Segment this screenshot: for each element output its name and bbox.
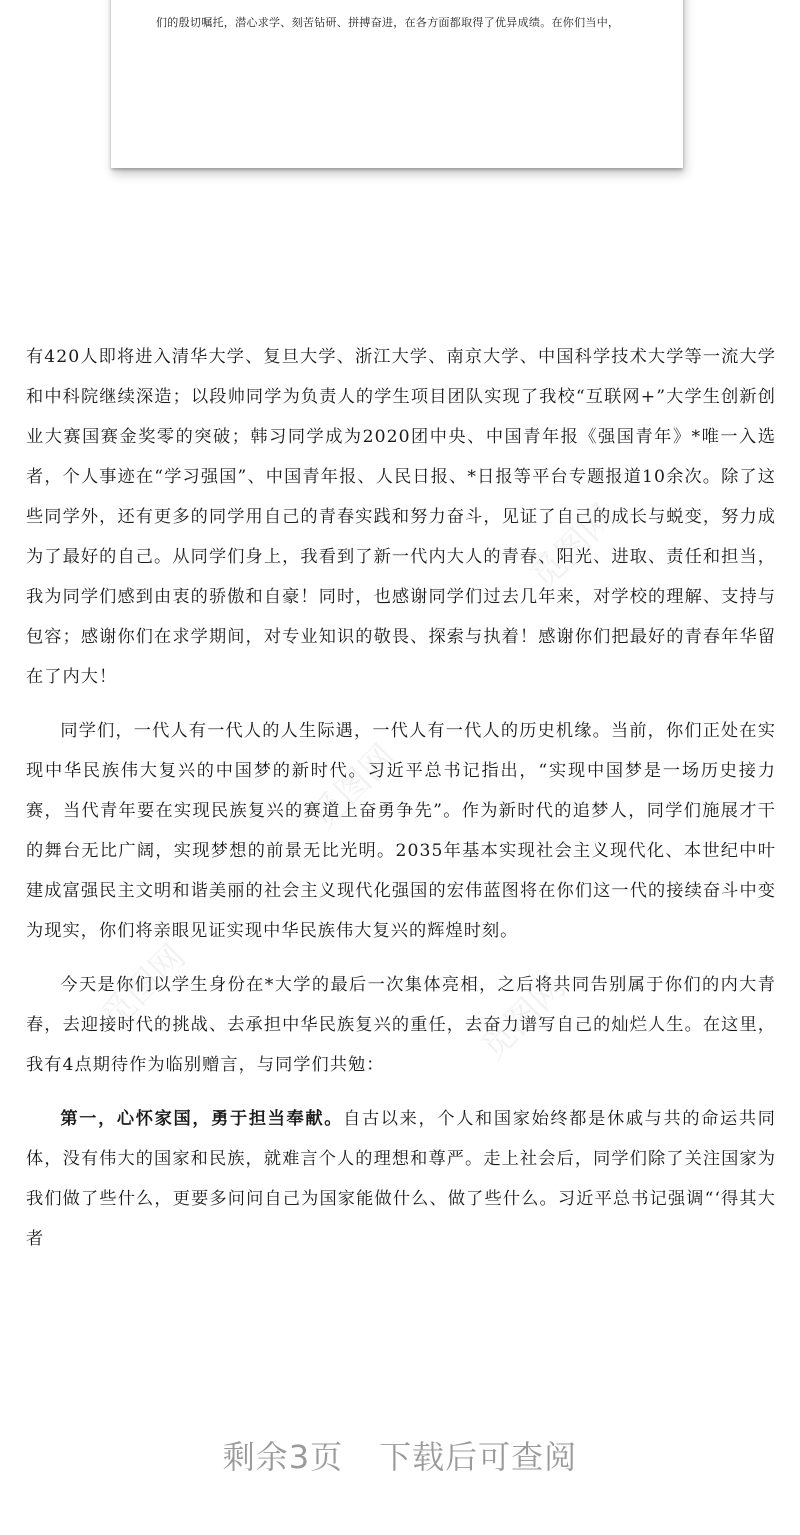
watermark: 觅图网 [93,936,194,1038]
document-body [26,337,776,1259]
paragraph-achievements: 有420人即将进入清华大学、复旦大学、浙江大学、南京大学、中国科学技术大学等一流大学和中科院继续深造；以段帅同学为负责人的学生项目团队实现了我校“互联网+”大学生创新创业大赛国赛金奖零的突破；韩习同学成为2020团中央、中国青年报《强国青年》*唯一入选者，个人事迹在“学习强国”、中国青年报、人民日报、*日报等平台专题报道10余次。除了这些同学外，还有更多的同学用自己的青春实践和努力奋斗，见证了自己的成长与蜕变，努力成为了最好的自己。从同学们身上，我看到了新一代内大人的青春、阳光、进取、责任和担当，我为同学们感到由衷的骄傲和自豪！同时，也感谢同学们过去几年来，对学校的理解、支持与包容；感谢你们在求学期间，对专业知识的敬畏、探索与执着！感谢你们把最好的青春年华留在了内大！ [26,347,776,687]
watermark: 觅图网 [473,966,574,1068]
watermark: 觅图网 [303,736,404,838]
paragraph-farewell: 今天是你们以学生身份在*大学的最后一次集体亮相，之后将共同告别属于你们的内大青春，去迎接时代的挑战、去承担中华民族复兴的重任，去奋力谱写自己的灿烂人生。在这里，我有4点期待作为临别赠言，与同学们共勉： [26,975,776,1075]
watermark: 觅图网 [523,496,624,598]
paragraph-first-expectation [26,1099,776,1259]
first-expectation-text: 自古以来，个人和国家始终都是休戚与共的命运共同体，没有伟大的国家和民族，就难言个人的理想和尊严。走上社会后，同学们除了关注国家为我们做了些什么，更要多问问自己为国家能做什么、做了些什么。习近平总书记强调“‘得其大者 [26,1109,776,1249]
preview-page-card [111,0,683,168]
remaining-pages-notice[interactable] [0,1432,800,1478]
download-to-view-label: 下载后可查阅 [379,1438,578,1476]
first-expectation-heading: 第一，心怀家国，勇于担当奉献。 [60,1109,344,1129]
preview-text-line: 们的殷切嘱托，潜心求学、刻苦钻研、拼搏奋进，在各方面都取得了优异成绩。在你们当中， [156,16,620,29]
remaining-pages-label: 剩余3页 [222,1438,344,1476]
paragraph-new-era: 同学们，一代人有一代人的人生际遇，一代人有一代人的历史机缘。当前，你们正处在实现中华民族伟大复兴的中国梦的新时代。习近平总书记指出，“实现中国梦是一场历史接力赛，当代青年要在实现民族复兴的赛道上奋勇争先”。作为新时代的追梦人，同学们施展才干的舞台无比广阔，实现梦想的前景无比光明。2035年基本实现社会主义现代化、本世纪中叶建成富强民主文明和谐美丽的社会主义现代化强国的宏伟蓝图将在你们这一代的接续奋斗中变为现实，你们将亲眼见证实现中华民族伟大复兴的辉煌时刻。 [26,721,776,941]
